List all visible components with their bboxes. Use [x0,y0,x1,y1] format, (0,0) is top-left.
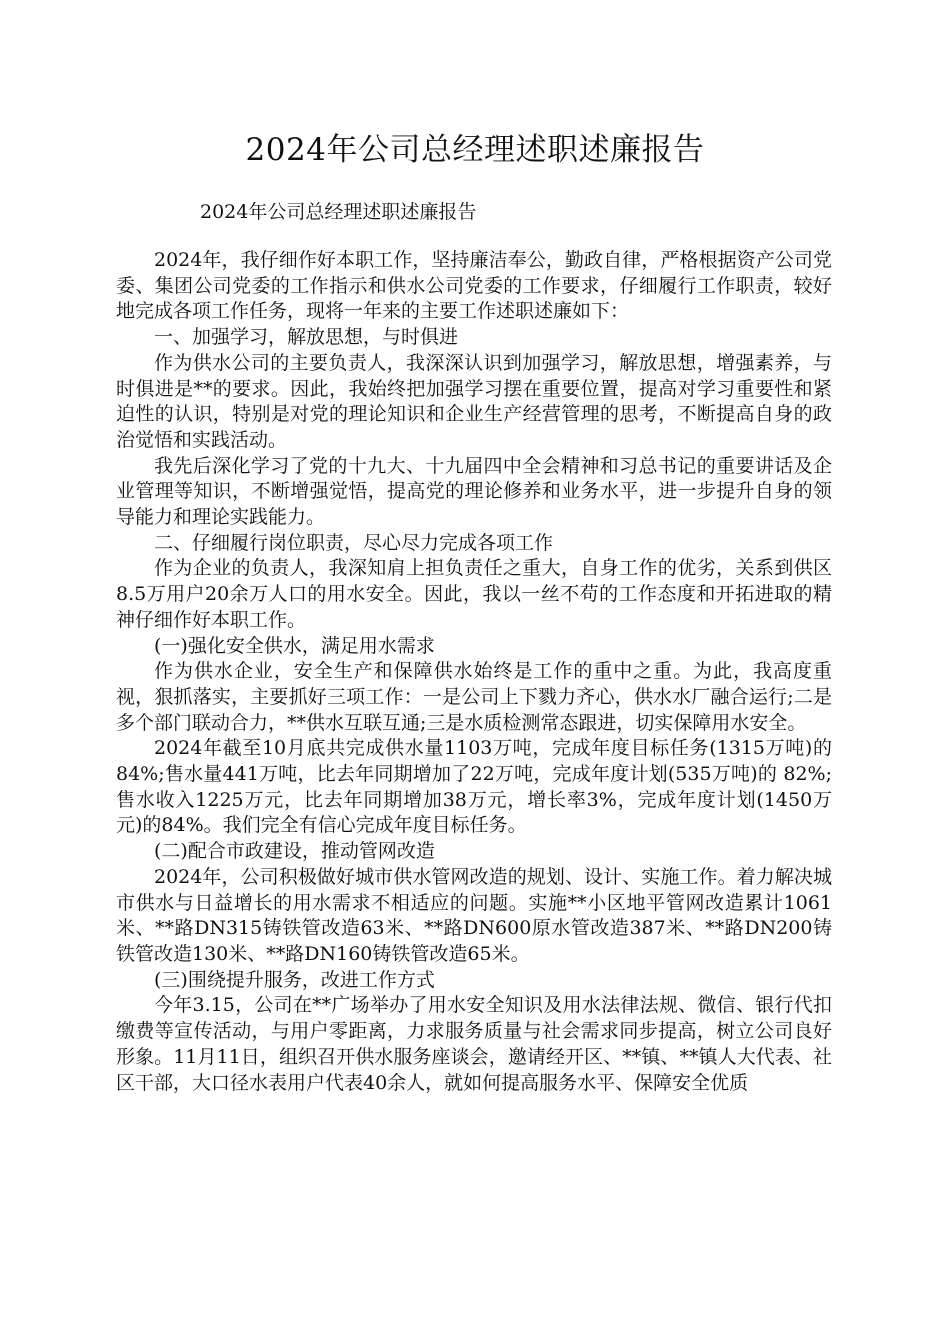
paragraph: 作为供水公司的主要负责人，我深深认识到加强学习，解放思想，增强素养，与时俱进是**的要求。因此，我始终把加强学习摆在重要位置，提高对学习重要性和紧迫性的认识，特别是对党的理论知识和企业生产经营管理的思考，不断提高自身的政治觉悟和实践活动。 [116,351,832,451]
document-subtitle: 2024年公司总经理述职述廉报告 [200,201,477,223]
paragraph: 2024年截至10月底共完成供水量1103万吨，完成年度目标任务(1315万吨)的84%;售水量441万吨，比去年同期增加了22万吨，完成年度计划(535万吨)的 82%;售水收入1225万元，比去年同期增加38万元，增长率3%，完成年度计划(1450万元)的84%。我们完全有信心完成年度目标任务。 [116,737,832,837]
subsection-heading-2: (二)配合市政建设，推动管网改造 [154,840,435,863]
paragraph: 2024年，公司积极做好城市供水管网改造的规划、设计、实施工作。着力解决城市供水与日益增长的用水需求不相适应的问题。实施**小区地平管网改造累计1061米、**路DN315铸铁管改造63米、**路DN600原水管改造387米、**路DN200铸铁管改造130米、**路DN160铸铁管改造65米。 [116,865,832,965]
section-heading-1: 一、加强学习，解放思想，与时俱进 [154,326,459,349]
document-title: 2024年公司总经理述职述廉报告 [245,132,705,168]
document-body [116,248,832,1096]
paragraph: 我先后深化学习了党的十九大、十九届四中全会精神和习总书记的重要讲话及企业管理等知识，不断增强觉悟，提高党的理论修养和业务水平，进一步提升自身的领导能力和理论实践能力。 [116,454,832,529]
subsection-heading-3: (三)围绕提升服务，改进工作方式 [154,968,435,991]
section-heading-2: 二、仔细履行岗位职责，尽心尽力完成各项工作 [154,531,554,554]
paragraph-intro: 2024年，我仔细作好本职工作，坚持廉洁奉公，勤政自律，严格根据资产公司党委、集团公司党委的工作指示和供水公司党委的工作要求，仔细履行工作职责，较好地完成各项工作任务，现将一年来的主要工作述职述廉如下： [116,249,832,323]
paragraph: 作为企业的负责人，我深知肩上担负责任之重大，自身工作的优劣，关系到供区8.5万用户20余万人口的用水安全。因此，我以一丝不苟的工作态度和开拓进取的精神仔细作好本职工作。 [116,557,832,631]
paragraph: 今年3.15，公司在**广场举办了用水安全知识及用水法律法规、微信、银行代扣缴费等宣传活动，与用户零距离，力求服务质量与社会需求同步提高，树立公司良好形象。11月11日，组织召开供水服务座谈会，邀请经开区、**镇、**镇人大代表、社区干部，大口径水表用户代表40余人，就如何提高服务水平、保障安全优质 [116,994,832,1094]
subsection-heading-1: (一)强化安全供水，满足用水需求 [154,634,435,657]
paragraph: 作为供水企业，安全生产和保障供水始终是工作的重中之重。为此，我高度重视，狠抓落实，主要抓好三项工作：一是公司上下戮力齐心，供水水厂融合运行;二是多个部门联动合力，**供水互联互通;三是水质检测常态跟进，切实保障用水安全。 [116,660,832,734]
